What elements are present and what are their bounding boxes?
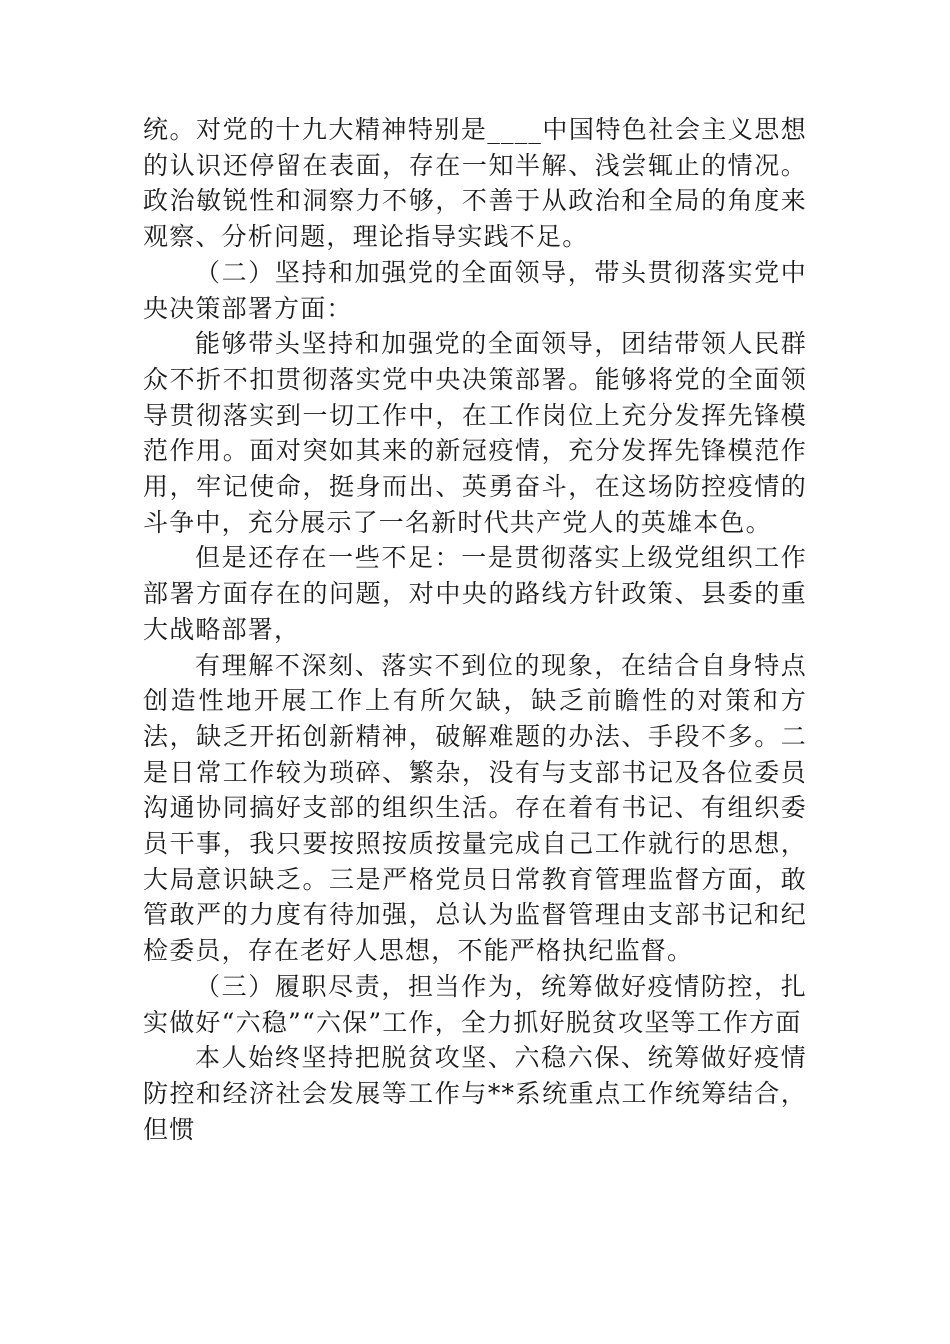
paragraph-shortcomings-detail: 有理解不深刻、落实不到位的现象，在结合自身特点创造性地开展工作上有所欠缺，缺乏前瞻性的对策和方法，缺乏开拓创新精神，破解难题的办法、手段不多。二是日常工作较为琐碎、繁杂，没有与支部书记及各位委员沟通协同搞好支部的组织生活。存在着有书记、有组织委员干事，我只要按照按质按量完成自己工作就行的思想，大局意识缺乏。三是严格党员日常教育管理监督方面，敢管敢严的力度有待加强，总认为监督管理由支部书记和纪检委员，存在老好人思想，不能严格执纪监督。 [143, 650, 807, 966]
section-heading-three: （三）履职尽责，担当作为，统筹做好疫情防控，扎实做好“六稳”“六保”工作，全力抓好脱贫攻坚等工作方面 [143, 971, 807, 1037]
document-body [143, 112, 807, 1147]
paragraph-poverty-alleviation: 本人始终坚持把脱贫攻坚、六稳六保、统筹做好疫情防控和经济社会发展等工作与**系统重点工作统筹结合，但惯 [143, 1043, 807, 1144]
paragraph-leadership: 能够带头坚持和加强党的全面领导，团结带领人民群众不折不扣贯彻落实党中央决策部署。能够将党的全面领导贯彻落实到一切工作中，在工作岗位上充分发挥先锋模范作用。面对突如其来的新冠疫情，充分发挥先锋模范作用，牢记使命，挺身而出、英勇奋斗，在这场防控疫情的斗争中，充分展示了一名新时代共产党人的英雄本色。 [143, 329, 807, 537]
paragraph-shortcomings: 但是还存在一些不足：一是贯彻落实上级党组织工作部署方面存在的问题，对中央的路线方针政策、县委的重大战略部署， [143, 543, 807, 644]
paragraph-theory-study: 统。对党的十九大精神特别是____中国特色社会主义思想的认识还停留在表面，存在一知半解、浅尝辄止的情况。政治敏锐性和洞察力不够，不善于从政治和全局的角度来观察、分析问题，理论指导实践不足。 [143, 115, 807, 252]
section-heading-two: （二）坚持和加强党的全面领导，带头贯彻落实党中央决策部署方面： [143, 257, 807, 323]
